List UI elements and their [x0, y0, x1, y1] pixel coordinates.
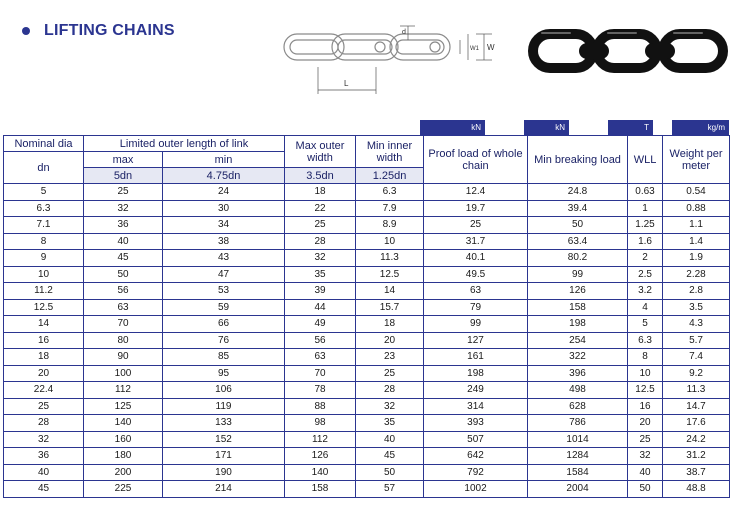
table-cell: 792 [424, 464, 528, 481]
table-cell: 1.9 [663, 250, 730, 267]
table-cell: 16 [4, 332, 84, 349]
table-cell: 19.7 [424, 200, 528, 217]
table-cell: 48.8 [663, 481, 730, 498]
table-cell: 38.7 [663, 464, 730, 481]
table-cell: 6.3 [4, 200, 84, 217]
table-row [4, 398, 730, 415]
table-cell: 30 [163, 200, 285, 217]
table-cell: 32 [84, 200, 163, 217]
table-body [4, 184, 730, 498]
table-row [4, 266, 730, 283]
table-cell: 63 [84, 299, 163, 316]
header-35dn: 3.5dn [285, 168, 356, 184]
table-cell: 249 [424, 382, 528, 399]
table-cell: 49 [285, 316, 356, 333]
table-row [4, 481, 730, 498]
table-row [4, 448, 730, 465]
table-cell: 85 [163, 349, 285, 366]
table-cell: 628 [528, 398, 628, 415]
table-cell: 17.6 [663, 415, 730, 432]
table-cell: 158 [528, 299, 628, 316]
table-cell: 63 [424, 283, 528, 300]
table-row [4, 382, 730, 399]
table-cell: 70 [84, 316, 163, 333]
table-cell: 25 [285, 217, 356, 234]
table-cell: 25 [84, 184, 163, 201]
table-cell: 45 [4, 481, 84, 498]
table-cell: 171 [163, 448, 285, 465]
page-title: LIFTING CHAINS [44, 22, 175, 39]
table-cell: 40 [84, 233, 163, 250]
link-outline-3 [390, 34, 450, 60]
table-cell: 498 [528, 382, 628, 399]
table-cell: 63 [285, 349, 356, 366]
table-cell: 4 [628, 299, 663, 316]
table-cell: 152 [163, 431, 285, 448]
table-cell: 3.5 [663, 299, 730, 316]
header-proof-load: Proof load of whole chain [424, 136, 528, 184]
table-cell: 40 [4, 464, 84, 481]
chain-dimension-diagram [280, 22, 525, 100]
header-min: min [163, 152, 285, 168]
label-l: L [344, 79, 349, 88]
table-cell: 18 [4, 349, 84, 366]
table-cell: 59 [163, 299, 285, 316]
table-cell: 100 [84, 365, 163, 382]
unit-kn-proof: kN [420, 120, 485, 135]
table-cell: 140 [84, 415, 163, 432]
table-cell: 32 [356, 398, 424, 415]
table-cell: 1014 [528, 431, 628, 448]
header-max: max [84, 152, 163, 168]
title-block [22, 22, 175, 40]
table-cell: 125 [84, 398, 163, 415]
table-cell: 225 [84, 481, 163, 498]
header-dn: dn [4, 152, 84, 184]
table-cell: 25 [628, 431, 663, 448]
table-cell: 642 [424, 448, 528, 465]
table-cell: 10 [356, 233, 424, 250]
table-cell: 126 [285, 448, 356, 465]
table-row [4, 250, 730, 267]
table-cell: 50 [628, 481, 663, 498]
table-cell: 16 [628, 398, 663, 415]
bullet-icon [22, 27, 30, 35]
header-min-inner-width: Min inner width [356, 136, 424, 168]
table-cell: 50 [356, 464, 424, 481]
table-row [4, 233, 730, 250]
table-cell: 20 [628, 415, 663, 432]
table-cell: 32 [285, 250, 356, 267]
table-cell: 1.25 [628, 217, 663, 234]
table-cell: 90 [84, 349, 163, 366]
table-cell: 1.4 [663, 233, 730, 250]
lifting-chain-spec-table [3, 135, 730, 498]
table-cell: 50 [528, 217, 628, 234]
table-cell: 507 [424, 431, 528, 448]
table-cell: 80.2 [528, 250, 628, 267]
table-row [4, 316, 730, 333]
table-cell: 14 [4, 316, 84, 333]
table-cell: 88 [285, 398, 356, 415]
header-wll: WLL [628, 136, 663, 184]
label-d: d [402, 29, 406, 36]
table-cell: 40.1 [424, 250, 528, 267]
table-cell: 1584 [528, 464, 628, 481]
table-cell: 0.63 [628, 184, 663, 201]
table-cell: 8.9 [356, 217, 424, 234]
table-row [4, 332, 730, 349]
table-cell: 40 [628, 464, 663, 481]
table-cell: 3.2 [628, 283, 663, 300]
table-cell: 28 [4, 415, 84, 432]
header-nominal-dia: Nominal dia [4, 136, 84, 152]
table-cell: 76 [163, 332, 285, 349]
table-row [4, 217, 730, 234]
table-cell: 106 [163, 382, 285, 399]
table-cell: 6.3 [356, 184, 424, 201]
table-row [4, 283, 730, 300]
table-cell: 35 [285, 266, 356, 283]
table-cell: 36 [4, 448, 84, 465]
table-cell: 32 [628, 448, 663, 465]
table-cell: 98 [285, 415, 356, 432]
table-cell: 53 [163, 283, 285, 300]
table-cell: 1284 [528, 448, 628, 465]
table-row [4, 299, 730, 316]
table-cell: 99 [424, 316, 528, 333]
table-cell: 56 [84, 283, 163, 300]
table-cell: 322 [528, 349, 628, 366]
table-cell: 2004 [528, 481, 628, 498]
table-cell: 5 [4, 184, 84, 201]
table-row [4, 365, 730, 382]
table-cell: 66 [163, 316, 285, 333]
table-cell: 198 [424, 365, 528, 382]
table-cell: 314 [424, 398, 528, 415]
table-cell: 80 [84, 332, 163, 349]
table-cell: 23 [356, 349, 424, 366]
table-cell: 25 [356, 365, 424, 382]
table-cell: 15.7 [356, 299, 424, 316]
table-row [4, 431, 730, 448]
table-cell: 200 [84, 464, 163, 481]
table-cell: 11.3 [663, 382, 730, 399]
table-cell: 36 [84, 217, 163, 234]
table-cell: 8 [628, 349, 663, 366]
table-cell: 396 [528, 365, 628, 382]
table-cell: 4.3 [663, 316, 730, 333]
link-outline-2 [332, 34, 398, 60]
table-cell: 24.2 [663, 431, 730, 448]
table-cell: 49.5 [424, 266, 528, 283]
table-cell: 32 [4, 431, 84, 448]
table-cell: 8 [4, 233, 84, 250]
table-row [4, 415, 730, 432]
table-cell: 140 [285, 464, 356, 481]
header-max-outer-width: Max outer width [285, 136, 356, 168]
unit-kgm-weight: kg/m [672, 120, 729, 135]
header-min-breaking-load: Min breaking load [528, 136, 628, 184]
table-cell: 190 [163, 464, 285, 481]
table-cell: 38 [163, 233, 285, 250]
table-cell: 63.4 [528, 233, 628, 250]
table-cell: 126 [528, 283, 628, 300]
table-cell: 35 [356, 415, 424, 432]
table-cell: 127 [424, 332, 528, 349]
table-cell: 160 [84, 431, 163, 448]
unit-t-wll: T [608, 120, 653, 135]
table-cell: 786 [528, 415, 628, 432]
table-cell: 119 [163, 398, 285, 415]
table-cell: 161 [424, 349, 528, 366]
table-cell: 1.6 [628, 233, 663, 250]
table-cell: 40 [356, 431, 424, 448]
table-cell: 12.5 [4, 299, 84, 316]
table-cell: 45 [84, 250, 163, 267]
table-cell: 1002 [424, 481, 528, 498]
table-cell: 6.3 [628, 332, 663, 349]
table-cell: 0.54 [663, 184, 730, 201]
table-cell: 1 [628, 200, 663, 217]
table-cell: 12.5 [628, 382, 663, 399]
table-cell: 254 [528, 332, 628, 349]
table-cell: 18 [285, 184, 356, 201]
table-row [4, 184, 730, 201]
table-cell: 50 [84, 266, 163, 283]
table-cell: 14.7 [663, 398, 730, 415]
unit-kn-break: kN [524, 120, 569, 135]
table-cell: 1.1 [663, 217, 730, 234]
table-cell: 0.88 [663, 200, 730, 217]
table-cell: 31.2 [663, 448, 730, 465]
table-cell: 158 [285, 481, 356, 498]
table-row [4, 200, 730, 217]
table-cell: 393 [424, 415, 528, 432]
table-cell: 5.7 [663, 332, 730, 349]
table-cell: 31.7 [424, 233, 528, 250]
header-5dn: 5dn [84, 168, 163, 184]
table-cell: 133 [163, 415, 285, 432]
table-cell: 20 [4, 365, 84, 382]
table-cell: 47 [163, 266, 285, 283]
table-cell: 9.2 [663, 365, 730, 382]
table-cell: 24.8 [528, 184, 628, 201]
table-cell: 24 [163, 184, 285, 201]
header-475dn: 4.75dn [163, 168, 285, 184]
header-weight-per-meter: Weight per meter [663, 136, 730, 184]
label-w: W [487, 43, 495, 52]
black-chain-image [527, 26, 729, 76]
table-cell: 12.5 [356, 266, 424, 283]
table-cell: 12.4 [424, 184, 528, 201]
table-cell: 5 [628, 316, 663, 333]
table-cell: 28 [285, 233, 356, 250]
table-cell: 11.2 [4, 283, 84, 300]
table-cell: 45 [356, 448, 424, 465]
table-cell: 39 [285, 283, 356, 300]
table-cell: 10 [628, 365, 663, 382]
table-cell: 28 [356, 382, 424, 399]
table-cell: 70 [285, 365, 356, 382]
table-cell: 7.9 [356, 200, 424, 217]
table-cell: 22.4 [4, 382, 84, 399]
table-cell: 20 [356, 332, 424, 349]
table-cell: 56 [285, 332, 356, 349]
table-row [4, 349, 730, 366]
table-cell: 95 [163, 365, 285, 382]
table-cell: 44 [285, 299, 356, 316]
table-cell: 112 [84, 382, 163, 399]
table-cell: 10 [4, 266, 84, 283]
table-cell: 112 [285, 431, 356, 448]
table-cell: 25 [4, 398, 84, 415]
table-cell: 14 [356, 283, 424, 300]
table-cell: 11.3 [356, 250, 424, 267]
table-cell: 2.5 [628, 266, 663, 283]
table-cell: 9 [4, 250, 84, 267]
table-cell: 7.1 [4, 217, 84, 234]
table-cell: 18 [356, 316, 424, 333]
table-cell: 214 [163, 481, 285, 498]
table-cell: 25 [424, 217, 528, 234]
label-w1: W1 [470, 46, 479, 52]
table-row [4, 464, 730, 481]
table-cell: 22 [285, 200, 356, 217]
header-limited-length: Limited outer length of link [84, 136, 285, 152]
table-cell: 7.4 [663, 349, 730, 366]
table-cell: 43 [163, 250, 285, 267]
table-cell: 2.28 [663, 266, 730, 283]
table-cell: 180 [84, 448, 163, 465]
table-cell: 57 [356, 481, 424, 498]
table-cell: 39.4 [528, 200, 628, 217]
table-cell: 79 [424, 299, 528, 316]
table-cell: 34 [163, 217, 285, 234]
table-cell: 78 [285, 382, 356, 399]
table-cell: 198 [528, 316, 628, 333]
table-cell: 2.8 [663, 283, 730, 300]
table-cell: 99 [528, 266, 628, 283]
header-125dn: 1.25dn [356, 168, 424, 184]
table-cell: 2 [628, 250, 663, 267]
